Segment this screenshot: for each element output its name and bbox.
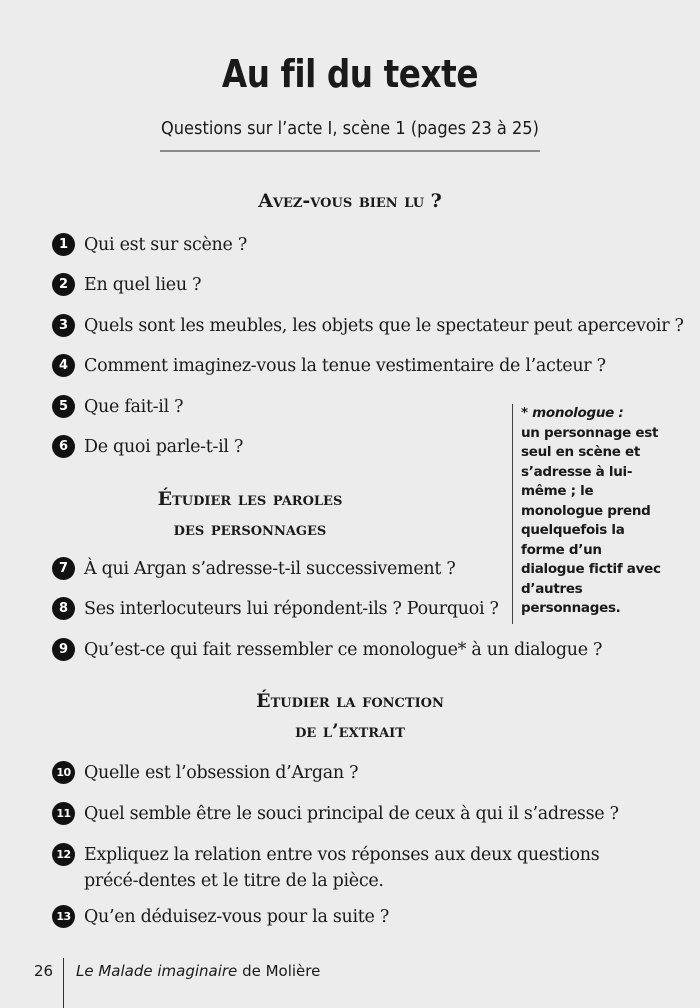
glossary-term: * monologue : <box>521 405 624 421</box>
section-heading-line: Étudier la fonction <box>256 690 444 712</box>
section-heading-fonction <box>0 686 700 746</box>
running-footer <box>76 962 320 980</box>
question-text: De quoi parle-t-il ? <box>84 437 244 457</box>
question-item <box>52 904 389 930</box>
question-number-badge: 4 <box>52 354 75 377</box>
question-text: Qu’est-ce qui fait ressembler ce monologue* à un dialogue ? <box>84 640 603 660</box>
glossary-note <box>512 404 661 624</box>
question-item <box>52 272 201 298</box>
question-text: À qui Argan s’adresse-t-il successivement ? <box>84 559 456 579</box>
question-text: Quelle est l’obsession d’Argan ? <box>84 763 359 783</box>
question-item <box>52 232 247 258</box>
question-number-badge: 1 <box>52 233 75 256</box>
question-item <box>52 801 619 827</box>
question-number-badge: 2 <box>52 273 75 296</box>
question-item <box>52 313 684 339</box>
question-number-badge: 5 <box>52 395 75 418</box>
question-text: Qu’en déduisez-vous pour la suite ? <box>84 907 389 927</box>
question-item <box>52 842 652 894</box>
question-number-badge: 6 <box>52 435 75 458</box>
question-text: Ses interlocuteurs lui répondent-ils ? Pourquoi ? <box>84 599 499 619</box>
book-title: Le Malade imaginaire <box>76 962 238 980</box>
question-text: Qui est sur scène ? <box>84 235 247 255</box>
question-number-badge: 11 <box>52 802 75 825</box>
question-number-badge: 8 <box>52 597 75 620</box>
question-number-badge: 10 <box>52 761 75 784</box>
question-text: Quels sont les meubles, les objets que le spectateur peut apercevoir ? <box>84 316 684 336</box>
section-heading-avez-vous-bien-lu: Avez-vous bien lu ? <box>258 190 442 212</box>
question-number-badge: 13 <box>52 905 75 928</box>
question-item <box>52 434 243 460</box>
section-heading-line: de l’extrait <box>295 720 405 742</box>
page-number: 26 <box>34 962 54 980</box>
section-heading-line: Étudier les paroles <box>157 488 343 510</box>
page-title: Au fil du texte <box>221 52 479 96</box>
question-text: Que fait-il ? <box>84 397 184 417</box>
question-text: Comment imaginez-vous la tenue vestimentaire de l’acteur ? <box>84 356 606 376</box>
question-item <box>52 637 602 663</box>
glossary-definition: un personnage est seul en scène et s’adresse à lui-même ; le monologue prend quelquefois la forme d’un dialogue fictif avec d’autres personnages. <box>521 424 661 616</box>
question-item <box>52 760 358 786</box>
question-number-badge: 12 <box>52 843 75 866</box>
question-text: Quel semble être le souci principal de ceux à qui il s’adresse ? <box>84 804 619 824</box>
question-item <box>52 596 499 622</box>
question-item <box>52 353 606 379</box>
author-credit: de Molière <box>237 962 321 980</box>
question-number-badge: 3 <box>52 314 75 337</box>
page-subtitle: Questions sur l’acte I, scène 1 (pages 23 à 25) <box>161 118 539 139</box>
question-number-badge: 9 <box>52 638 75 661</box>
question-number-badge: 7 <box>52 557 75 580</box>
section-heading-paroles <box>0 484 500 544</box>
section-heading-line: des personnages <box>173 518 327 540</box>
question-text: En quel lieu ? <box>84 275 202 295</box>
question-item <box>52 394 183 420</box>
title-divider <box>160 150 540 152</box>
footer-divider <box>63 958 64 1008</box>
question-text: Expliquez la relation entre vos réponses aux deux questions précé-dentes et le titre de la pièce. <box>84 845 600 891</box>
question-item <box>52 556 455 582</box>
